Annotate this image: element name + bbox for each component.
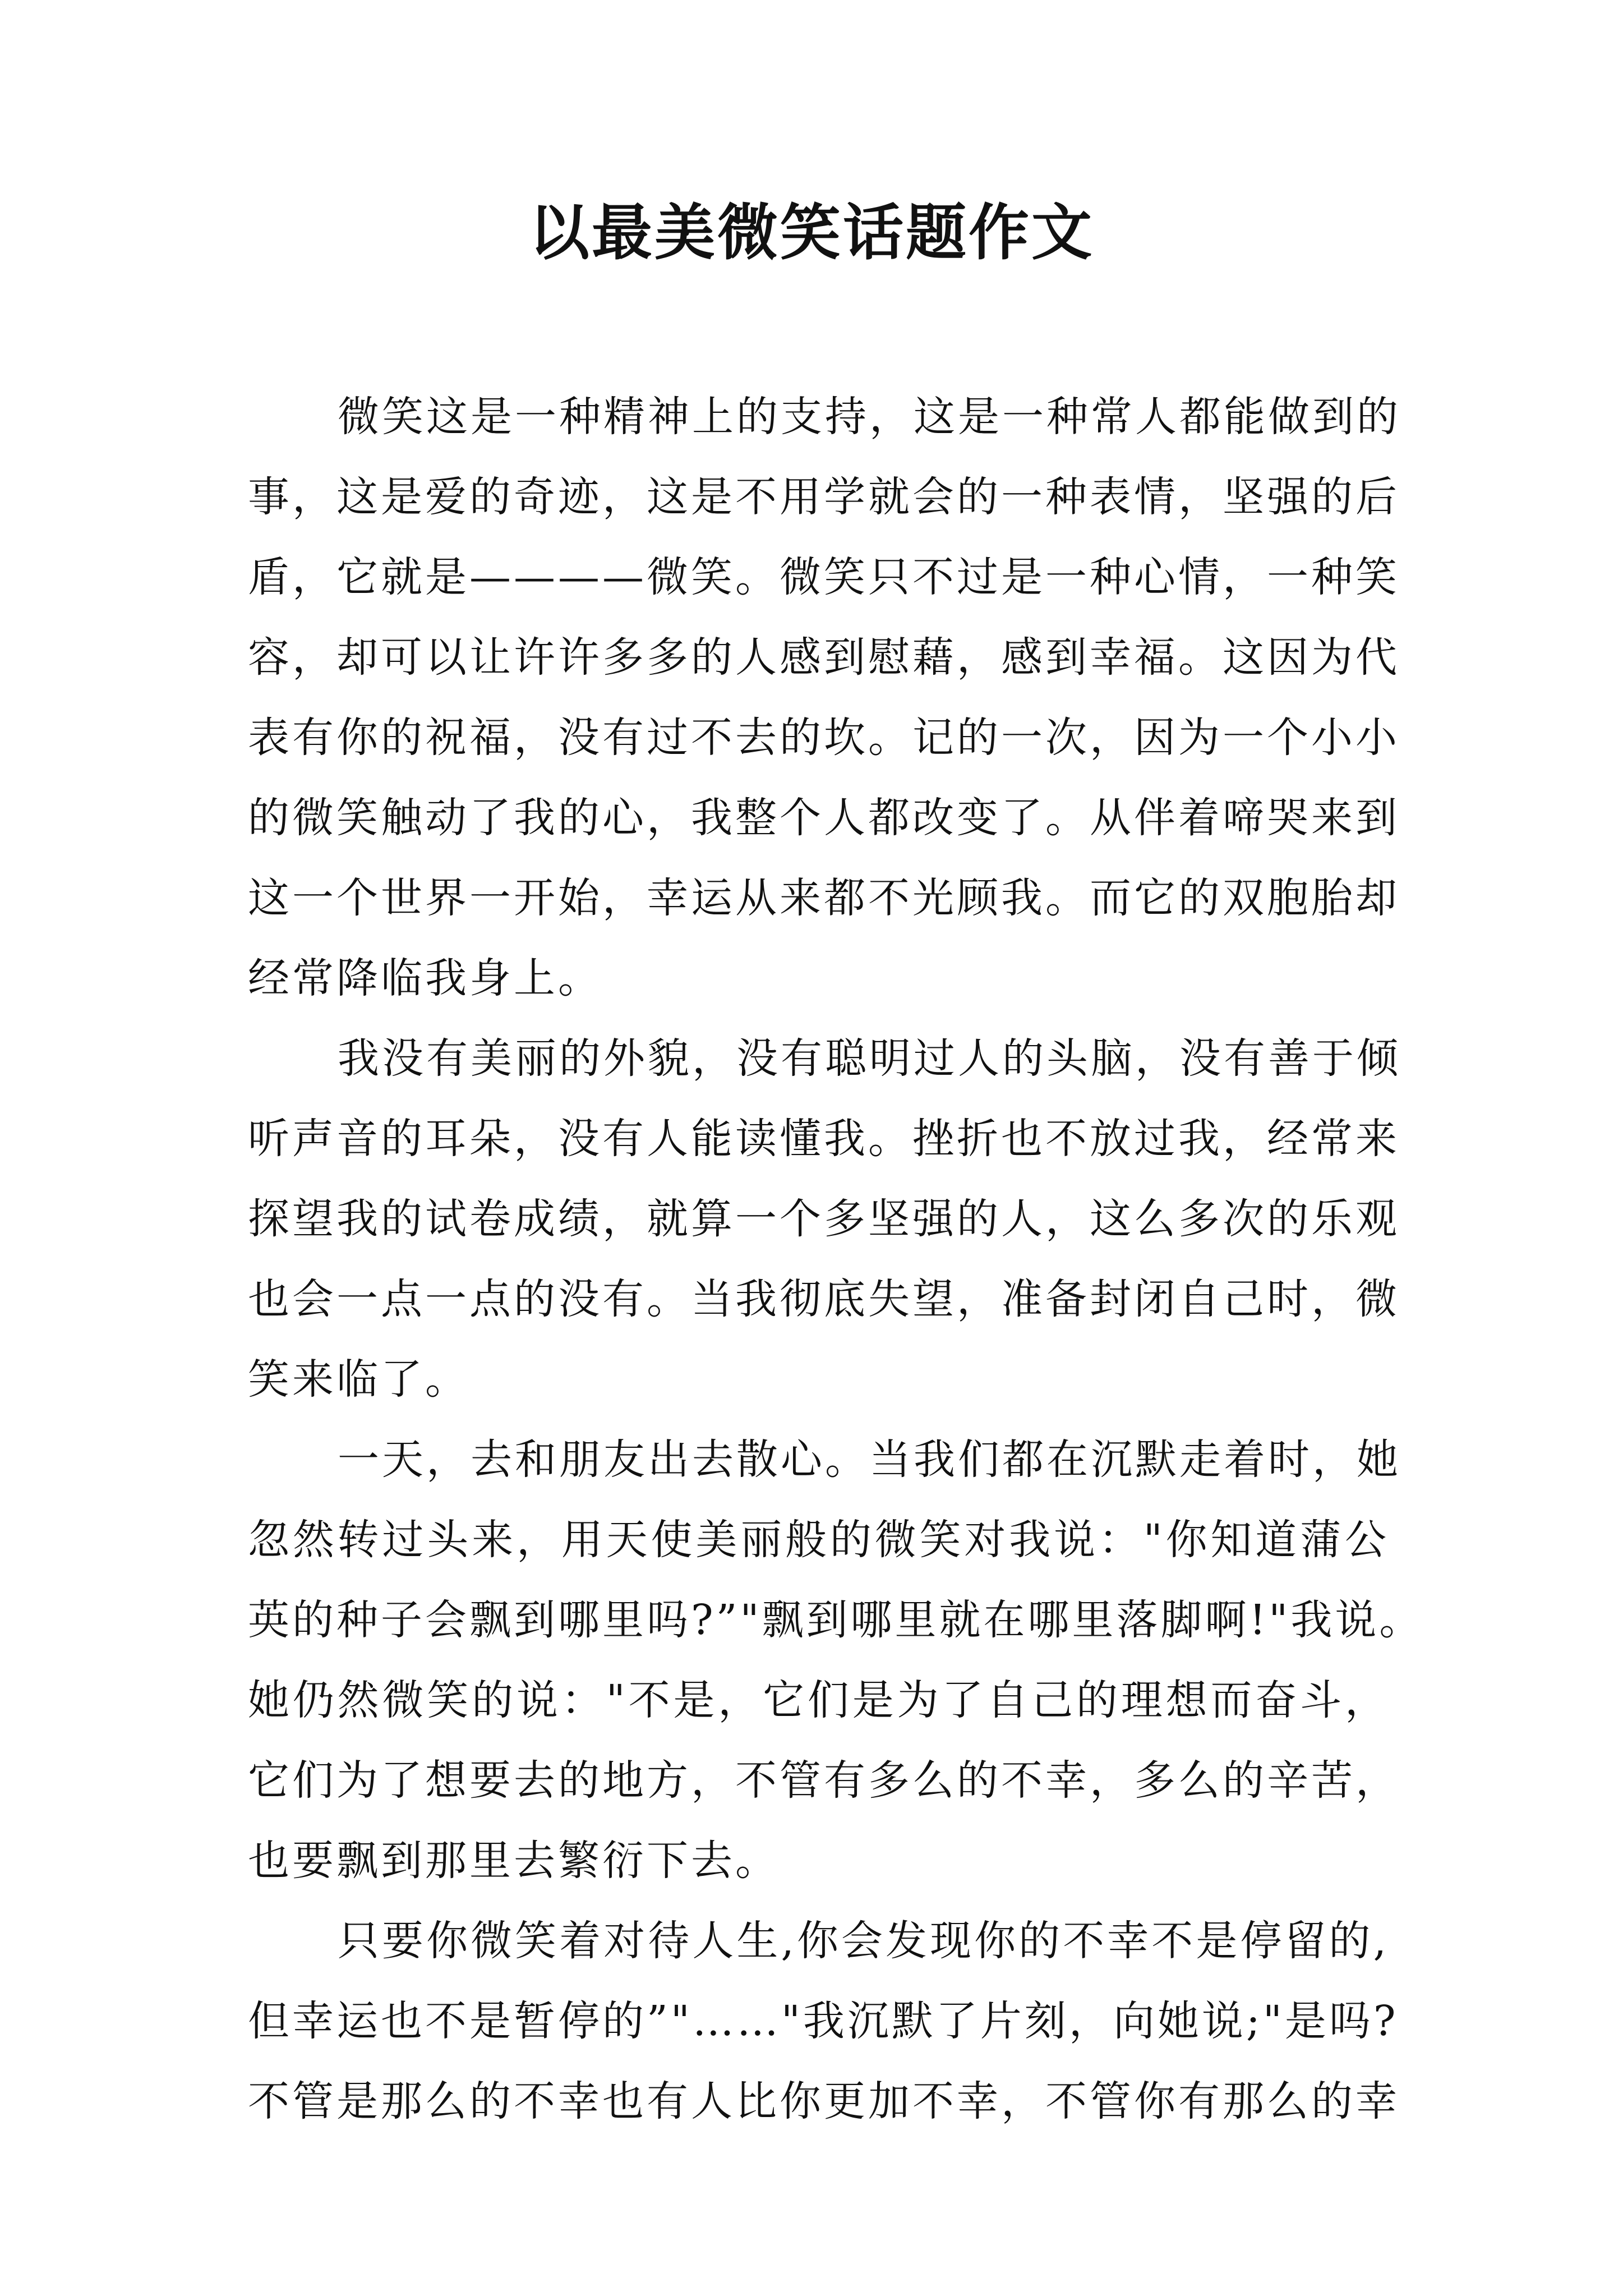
paragraph-4-line-2: 但幸运也不是暂停的”"……"我沉默了片刻，向她说;"是吗? xyxy=(248,1997,1399,2045)
paragraph-1-line-8: 经常降临我身上。 xyxy=(248,954,602,1002)
paragraph-4-line-1: 只要你微笑着对待人生,你会发现你的不幸不是停留的, xyxy=(338,1917,1389,1965)
paragraph-2-line-5: 笑来临了。 xyxy=(248,1355,469,1404)
paragraph-3-line-2: 忽然转过头来，用天使美丽般的微笑对我说："你知道蒲公 xyxy=(248,1516,1389,1564)
paragraph-2-line-2: 听声音的耳朵，没有人能读懂我。挫折也不放过我，经常来 xyxy=(248,1115,1400,1163)
paragraph-4-line-3: 不管是那么的不幸也有人比你更加不幸，不管你有那么的幸 xyxy=(248,2077,1400,2125)
paragraph-2-line-3: 探望我的试卷成绩，就算一个多坚强的人，这么多次的乐观 xyxy=(248,1195,1400,1243)
paragraph-1-line-2: 事，这是爱的奇迹，这是不用学就会的一种表情，坚强的后 xyxy=(248,473,1400,521)
paragraph-1-line-6: 的微笑触动了我的心，我整个人都改变了。从伴着啼哭来到 xyxy=(248,794,1400,842)
paragraph-1-line-1: 微笑这是一种精神上的支持，这是一种常人都能做到的 xyxy=(338,393,1401,441)
paragraph-3-line-5: 它们为了想要去的地方，不管有多么的不幸，多么的辛苦， xyxy=(248,1756,1400,1805)
paragraph-3-line-4: 她仍然微笑的说："不是，它们是为了自己的理想而奋斗， xyxy=(248,1676,1389,1724)
paragraph-3-line-6: 也要飘到那里去繁衍下去。 xyxy=(248,1837,780,1885)
paragraph-1-line-7: 这一个世界一开始，幸运从来都不光顾我。而它的双胞胎却 xyxy=(248,874,1400,922)
paragraph-2-line-1: 我没有美丽的外貌，没有聪明过人的头脑，没有善于倾 xyxy=(338,1034,1401,1083)
paragraph-1-line-3: 盾，它就是————微笑。微笑只不过是一种心情，一种笑 xyxy=(248,553,1400,601)
paragraph-3-line-1: 一天，去和朋友出去散心。当我们都在沉默走着时，她 xyxy=(338,1435,1401,1484)
document-body xyxy=(248,377,1424,2142)
document-title: 以最美微笑话题作文 xyxy=(528,197,1094,268)
paragraph-3-line-3: 英的种子会飘到哪里吗?”"飘到哪里就在哪里落脚啊!"我说。 xyxy=(248,1596,1424,1644)
paragraph-2-line-4: 也会一点一点的没有。当我彻底失望，准备封闭自己时，微 xyxy=(248,1275,1400,1323)
paragraph-1-line-4: 容，却可以让许许多多的人感到慰藉，感到幸福。这因为代 xyxy=(248,633,1400,682)
paragraph-1-line-5: 表有你的祝福，没有过不去的坎。记的一次，因为一个小小 xyxy=(248,714,1400,762)
